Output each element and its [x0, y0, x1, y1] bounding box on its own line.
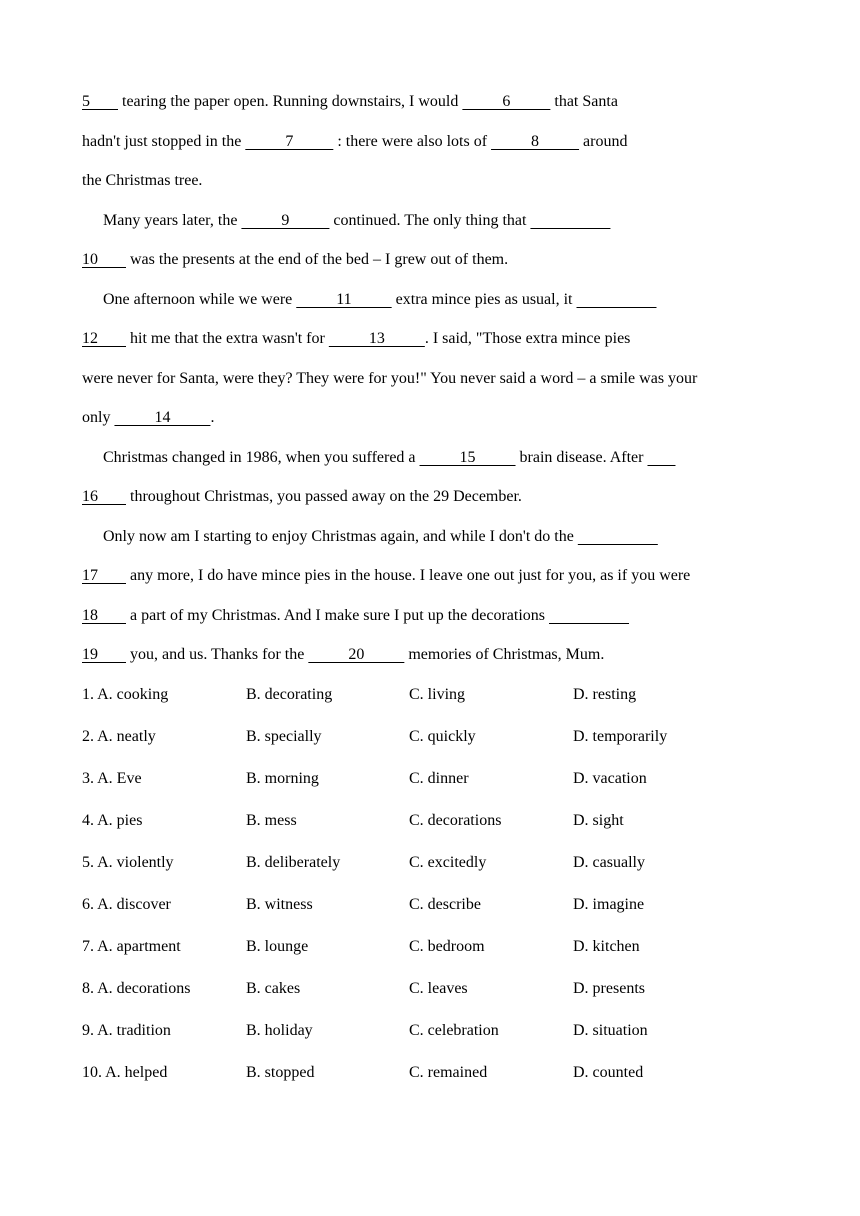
option-b: B. decorating	[246, 686, 333, 703]
option-b: B. deliberately	[246, 854, 341, 871]
option-b: B. morning	[246, 770, 319, 787]
option-d: D. sight	[573, 812, 624, 829]
option-c: C. dinner	[409, 770, 469, 787]
option-c: C. describe	[409, 896, 481, 913]
passage-line	[82, 286, 782, 326]
option-a: 1. A. cooking	[82, 686, 169, 703]
passage-line	[82, 207, 782, 247]
passage-line	[82, 167, 782, 207]
passage-text: the Christmas tree.	[82, 172, 203, 189]
passage-line	[82, 88, 782, 128]
passage-text: Only now am I starting to enjoy Christmas again, and while I don't do the	[103, 527, 578, 545]
passage-text: memories of Christmas, Mum.	[404, 646, 605, 663]
answer-blank: 14	[114, 409, 211, 426]
option-d: D. vacation	[573, 770, 647, 787]
passage-line	[82, 562, 782, 602]
passage-text: any more, I do have mince pies in the house. I leave one out just for you, as if you were	[126, 567, 691, 584]
answer-blank	[577, 286, 657, 314]
option-b: B. cakes	[246, 980, 301, 997]
option-c: C. decorations	[409, 812, 502, 829]
answer-blank	[578, 523, 658, 551]
answer-blank: 12	[82, 330, 126, 347]
cloze-passage	[82, 88, 782, 681]
passage-text: was the presents at the end of the bed – I grew out of them.	[126, 251, 509, 268]
passage-text: extra mince pies as usual, it	[391, 290, 577, 308]
passage-text: Christmas changed in 1986, when you suffered a	[103, 448, 420, 466]
passage-text: brain disease. After	[515, 448, 648, 466]
passage-text: Many years later, the	[103, 211, 242, 229]
passage-text: . I said, "Those extra mince pies	[424, 330, 631, 347]
option-b: B. lounge	[246, 938, 309, 955]
option-d: D. resting	[573, 686, 637, 703]
option-b: B. witness	[246, 896, 313, 913]
option-d: D. situation	[573, 1022, 648, 1039]
question-options-row	[82, 725, 782, 767]
answer-blank: 5	[82, 93, 118, 110]
question-options-row	[82, 1019, 782, 1061]
passage-text: hit me that the extra wasn't for	[126, 330, 329, 347]
passage-line	[82, 444, 782, 484]
option-d: D. temporarily	[573, 728, 668, 745]
question-options-row	[82, 767, 782, 809]
option-d: D. presents	[573, 980, 645, 997]
option-a: 2. A. neatly	[82, 728, 156, 745]
passage-line	[82, 404, 782, 444]
answer-options	[82, 683, 782, 1103]
passage-line	[82, 325, 782, 365]
passage-line	[82, 128, 782, 168]
option-b: B. mess	[246, 812, 297, 829]
passage-text: throughout Christmas, you passed away on the 29 December.	[126, 488, 522, 505]
answer-blank: 17	[82, 567, 126, 584]
passage-text: tearing the paper open. Running downstairs, I would	[118, 93, 463, 110]
answer-blank: 8	[491, 132, 580, 150]
answer-blank: 11	[296, 290, 392, 308]
option-c: C. remained	[409, 1064, 488, 1081]
option-a: 10. A. helped	[82, 1064, 168, 1081]
passage-text: a part of my Christmas. And I make sure I put up the decorations	[126, 606, 550, 624]
question-options-row	[82, 977, 782, 1019]
answer-blank: 18	[82, 606, 126, 624]
answer-blank: 13	[328, 330, 425, 347]
answer-blank: 19	[82, 646, 126, 663]
option-c: C. living	[409, 686, 466, 703]
question-options-row	[82, 935, 782, 977]
passage-text: were never for Santa, were they? They were for you!" You never said a word – a smile was your	[82, 369, 698, 387]
option-d: D. counted	[573, 1064, 644, 1081]
option-c: C. leaves	[409, 980, 468, 997]
answer-blank: 10	[82, 251, 126, 268]
passage-text: you, and us. Thanks for the	[126, 646, 309, 663]
answer-blank: 20	[308, 646, 405, 663]
answer-blank	[549, 602, 629, 630]
passage-text: continued. The only thing that	[329, 211, 531, 229]
answer-blank: 7	[245, 132, 334, 150]
answer-blank: 9	[241, 211, 330, 229]
option-c: C. bedroom	[409, 938, 485, 955]
answer-blank	[530, 207, 610, 235]
option-d: D. imagine	[573, 896, 645, 913]
option-a: 3. A. Eve	[82, 770, 142, 787]
question-options-row	[82, 683, 782, 725]
passage-text: hadn't just stopped in the	[82, 132, 246, 150]
passage-line	[82, 246, 782, 286]
passage-line	[82, 602, 782, 642]
option-a: 8. A. decorations	[82, 980, 191, 997]
option-a: 9. A. tradition	[82, 1022, 171, 1039]
passage-text: .	[210, 409, 215, 426]
option-b: B. stopped	[246, 1064, 315, 1081]
passage-text: One afternoon while we were	[103, 290, 297, 308]
passage-line	[82, 365, 782, 405]
option-c: C. quickly	[409, 728, 476, 745]
answer-blank	[647, 444, 675, 472]
option-c: C. excitedly	[409, 854, 487, 871]
answer-blank: 16	[82, 488, 126, 505]
option-b: B. holiday	[246, 1022, 313, 1039]
passage-text: only	[82, 409, 115, 426]
passage-text: that Santa	[550, 93, 618, 110]
option-a: 6. A. discover	[82, 896, 171, 913]
option-a: 5. A. violently	[82, 854, 174, 871]
option-d: D. casually	[573, 854, 645, 871]
passage-line	[82, 483, 782, 523]
option-d: D. kitchen	[573, 938, 640, 955]
question-options-row	[82, 809, 782, 851]
option-b: B. specially	[246, 728, 322, 745]
passage-text: around	[579, 132, 628, 150]
option-a: 4. A. pies	[82, 812, 143, 829]
passage-line	[82, 523, 782, 563]
passage-text: : there were also lots of	[333, 132, 492, 150]
passage-line	[82, 641, 782, 681]
option-c: C. celebration	[409, 1022, 499, 1039]
answer-blank: 6	[462, 93, 551, 110]
question-options-row	[82, 851, 782, 893]
answer-blank: 15	[419, 448, 516, 466]
option-a: 7. A. apartment	[82, 938, 181, 955]
question-options-row	[82, 1061, 782, 1103]
question-options-row	[82, 893, 782, 935]
